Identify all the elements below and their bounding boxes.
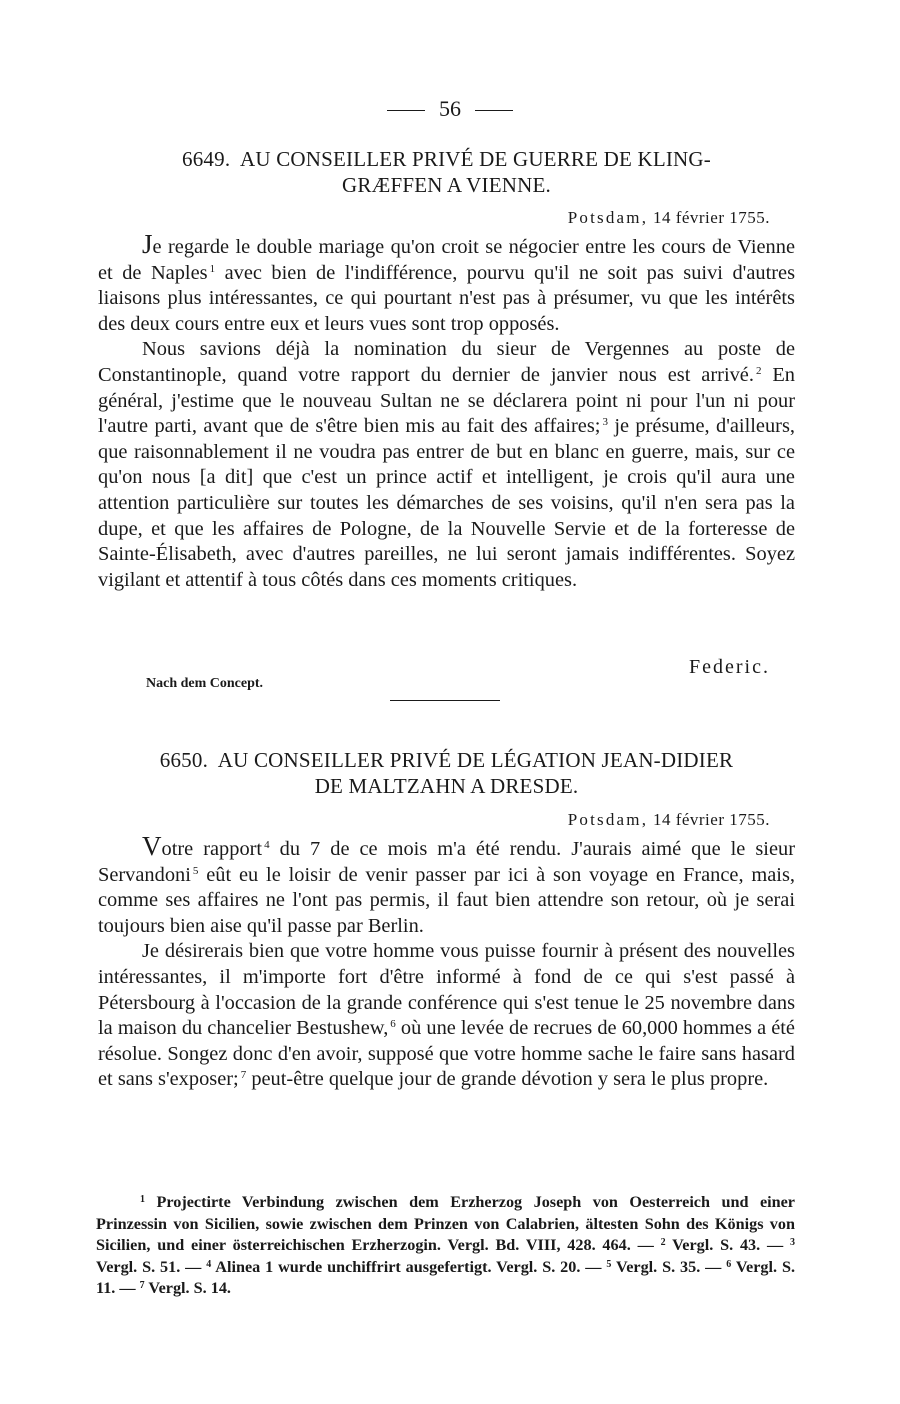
letter-6650-heading [98,747,795,799]
page-folio [0,96,900,122]
letter-6649-body [98,229,796,593]
letter-6649-dateline [568,208,770,228]
section-divider [390,700,500,701]
heading-line: AU CONSEILLER PRIVÉ DE GUERRE DE KLING- [240,147,711,171]
footnote-text: $^1$ Projectirte Verbindung zwischen dem Erzherzog Joseph von Oesterreich und einer Prinzessin von Sicilien, sowie zwischen dem Prinzen von Calabrien, ältesten Sohn des Königs von Sicilien, und einer österreichischen Erzherzogin. Vergl. Bd. VIII, 428. 464. — $^2$ Vergl. S. 43. — $^3$ Vergl. S. 51. — $^4$ Alinea 1 wurde unchiffrirt ausgefertigt. Vergl. S. 20. — $^5$ Vergl. S. 35. — $^6$ Vergl. S. 11. — $^7$ Vergl. S. 14. [96,1193,796,1297]
initial-letter: J [142,229,153,259]
paragraph: Nous savions déjà la nomination du sieur de Vergennes au poste de Constantinople, quand votre rapport du dernier de janvier nous est arrivé. $^2$ En général, j'estime que le nouveau Sultan ne se déclarera point ni pour l'un ni pour l'autre parti, avant que de s'être bien mis au fait des affaires; $^3$ je présume, d'ailleurs, que raisonnablement il ne voudra pas entrer de but en blanc en guerre, mais, sur ce qu'on nous [a dit] que c'est un prince actif et intelligent, je crois qu'il aura une attention particulière sur toutes les démarches de ses voisins, qu'il n'en sera pas la dupe, et que les affaires de Pologne, de la Nouvelle Servie et de la forteresse de Sainte-Élisabeth, avec d'autres pareilles, ne lui seront jamais indifférentes. Soyez vigilant et attentif à tous côtés dans ces moments critiques. [98,338,796,591]
signature: Federic. [689,656,770,678]
letter-6650-body [98,831,795,1093]
letter-number: 6650. [159,748,209,772]
footnote-ref: 7 [240,1069,247,1082]
source-note: Nach dem Concept. [146,676,264,691]
heading-line: GRÆFFEN A VIENNE. [342,173,551,197]
initial-letter: V [142,831,162,861]
heading-line: AU CONSEILLER PRIVÉ DE LÉGATION JEAN-DIDIER [217,748,734,772]
date: 14 février 1755. [652,208,770,227]
paragraph: Je désirerais bien que votre homme vous puisse fournir à présent des nouvelles intéressantes, il m'importe fort d'être informé à fond de ce qui s'est passé à Pétersbourg à l'occasion de la grande conférence qui s'est tenue le 25 novembre dans la maison du chancelier Bestushew, $^6$ où une levée de recrues de 60,000 hommes a été résolue. Songez donc d'en avoir, supposé que votre homme sache le faire sans hasard et sans s'exposer; $^7$ peut-être quelque jour de grande dévotion y sera le plus propre. [98,940,795,1091]
letter-6649-heading [98,146,795,198]
paragraph: Je regarde le double mariage qu'on croit se négocier entre les cours de Vienne et de Naples $^1$ avec bien de l'indifférence, pourvu qu'il ne soit pas suivi d'autres liaisons plus intéressantes, ce qui pourtant n'est pas à présumer, vu que les intérêts des deux cours entre eux et leurs vues sont trop opposés. [98,229,796,335]
page-number: 56 [439,96,461,121]
place: Potsdam, [567,208,649,227]
footnote-ref: 6 [390,1018,396,1031]
folio-dash-right [475,110,513,111]
date: 14 février 1755. [652,810,770,829]
footnote-ref: 1 [209,262,216,275]
place: Potsdam, [567,810,649,829]
footnote-ref: 3 [602,416,608,429]
footnote-ref: 4 [264,839,270,851]
letter-number: 6649. [182,147,231,171]
heading-line: DE MALTZAHN A DRESDE. [314,774,579,798]
letter-6650-dateline [568,810,770,830]
footnote-ref: 5 [192,864,199,877]
footnote-ref: 2 [755,364,762,377]
footnotes [96,1192,795,1300]
paragraph: Votre rapport $^4$ du 7 de ce mois m'a été rendu. J'aurais aimé que le sieur Servandoni $^5$ eût eu le loisir de venir passer par ici à son voyage en France, mais, comme ses affaires ne l'ont pas permis, il faut bien attendre son retour, où je serai toujours bien aise qu'il passe par Berlin. [98,831,795,937]
folio-dash-left [387,110,425,111]
